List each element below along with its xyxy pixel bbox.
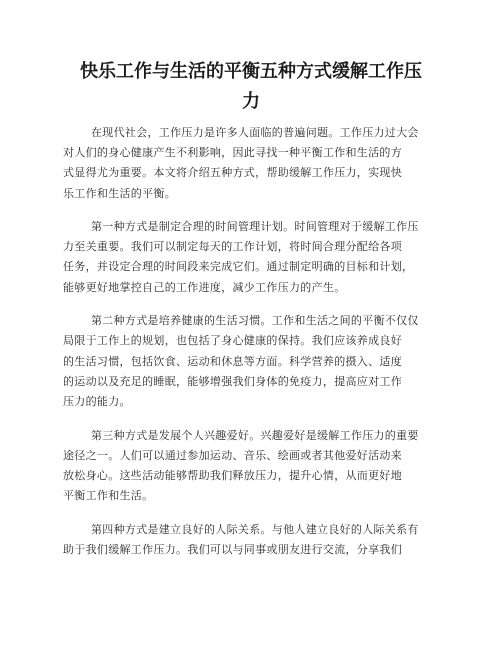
paragraph-line: 第四种方式是建立良好的人际关系。与他人建立良好的人际关系有 bbox=[91, 523, 419, 536]
paragraph-line: 任务，并设定合理的时间段来完成它们。通过制定明确的目标和计划， bbox=[63, 260, 414, 273]
paragraph-line: 平衡工作和生活。 bbox=[63, 489, 154, 502]
document-title-line-1: 快乐工作与生活的平衡五种方式缓解工作压 bbox=[80, 61, 422, 82]
paragraph-line: 乐工作和生活的平衡。 bbox=[63, 187, 176, 200]
paragraph-line: 在现代社会，工作压力是许多人面临的普遍问题。工作压力过大会 bbox=[91, 126, 419, 139]
paragraph-line: 压力的能力。 bbox=[63, 395, 131, 408]
paragraph-line: 助于我们缓解工作压力。我们可以与同事或朋友进行交流，分享我们 bbox=[63, 543, 402, 556]
paragraph-line: 第二种方式是培养健康的生活习惯。工作和生活之间的平衡不仅仅 bbox=[91, 314, 419, 327]
paragraph-line: 放松身心。这些活动能够帮助我们释放压力，提升心情，从而更好地 bbox=[63, 469, 402, 482]
paragraph-line: 对人们的身心健康产生不利影响，因此寻找一种平衡工作和生活的方 bbox=[63, 146, 402, 159]
paragraph-line: 的运动以及充足的睡眠，能够增强我们身体的免疫力，提高应对工作 bbox=[63, 375, 402, 388]
document-title-line-2: 力 bbox=[242, 91, 260, 112]
paragraph-line: 能够更好地掌控自己的工作进度，减少工作压力的产生。 bbox=[63, 281, 346, 294]
paragraph-line: 式显得尤为重要。本文将介绍五种方式，帮助缓解工作压力，实现快 bbox=[63, 166, 402, 179]
paragraph-line: 的生活习惯，包括饮食、运动和休息等方面。科学营养的摄入、适度 bbox=[63, 355, 402, 368]
paragraph-line: 力至关重要。我们可以制定每天的工作计划，将时间合理分配给各项 bbox=[63, 240, 402, 253]
paragraph-line: 局限于工作上的规划，也包括了身心健康的保持。我们应该养成良好 bbox=[63, 334, 402, 347]
paragraph-line: 途径之一。人们可以通过参加运动、音乐、绘画或者其他爱好活动来 bbox=[63, 449, 402, 462]
paragraph-line: 第三种方式是发展个人兴趣爱好。兴趣爱好是缓解工作压力的重要 bbox=[91, 429, 419, 442]
paragraph-line: 第一种方式是制定合理的时间管理计划。时间管理对于缓解工作压 bbox=[91, 220, 419, 233]
